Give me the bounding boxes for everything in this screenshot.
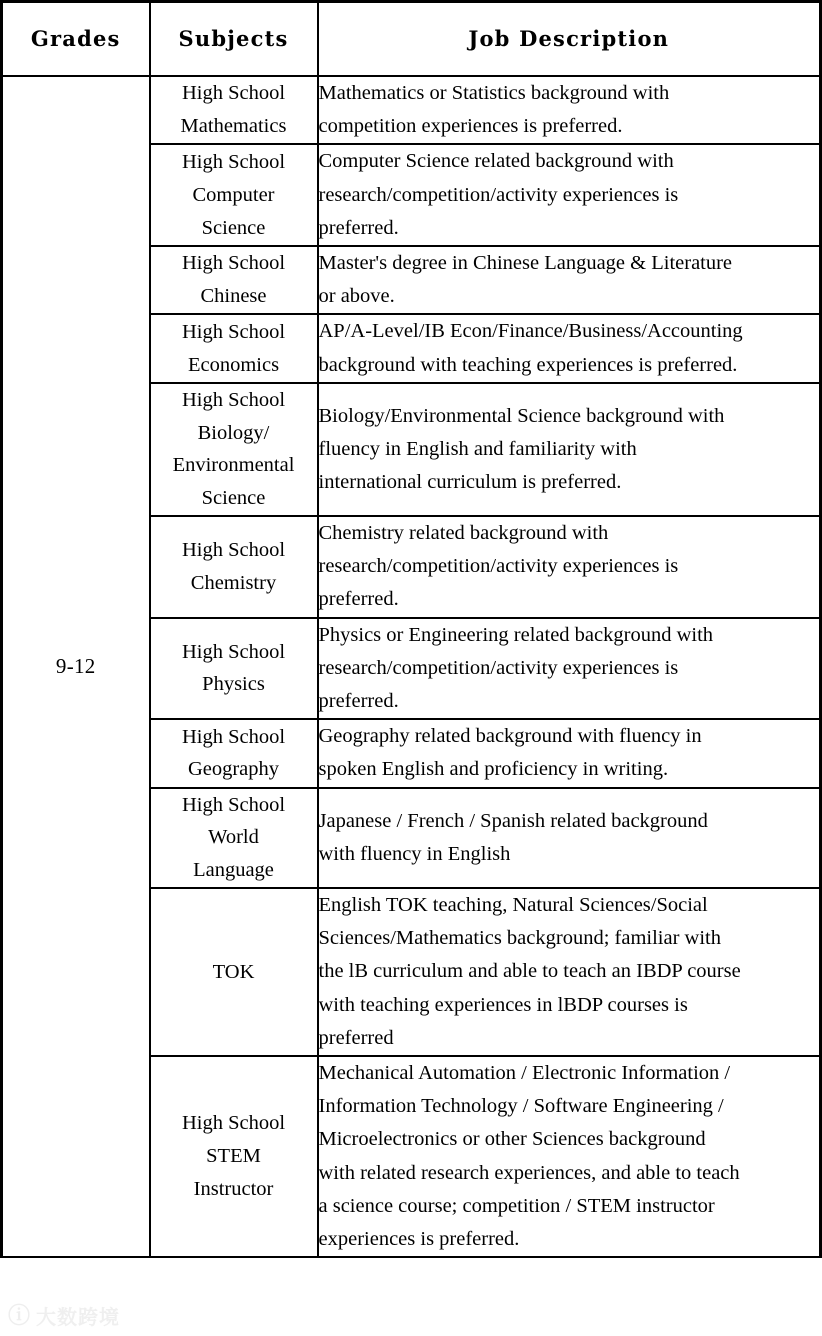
job-description-line: Mechanical Automation / Electronic Information /	[318, 1062, 731, 1085]
job-description-cell	[318, 1056, 821, 1257]
watermark-logo-icon: ⓘ	[8, 1304, 31, 1329]
job-description-line: English TOK teaching, Natural Sciences/Social	[318, 894, 708, 917]
job-description-line: preferred.	[318, 690, 399, 713]
subject-line: Chemistry	[190, 571, 277, 594]
subject-line: Computer	[192, 183, 275, 206]
job-description-line: spoken English and proficiency in writing.	[318, 758, 669, 781]
job-description-line: with teaching experiences in lBDP courses is	[318, 993, 688, 1016]
subject-line: High School	[181, 725, 286, 748]
subject-line: High School	[181, 640, 286, 663]
job-description-line: the lB curriculum and able to teach an IBDP course	[318, 960, 741, 983]
subject-line: High School	[181, 388, 286, 411]
column-header-job-description: Job Description	[318, 2, 821, 77]
subject-cell	[150, 1056, 318, 1257]
subject-cell	[150, 144, 318, 246]
subject-line: Instructor	[193, 1178, 274, 1201]
subject-line: Biology/	[197, 421, 270, 444]
job-description-line: Physics or Engineering related background with	[318, 623, 714, 646]
subject-line: Science	[201, 487, 266, 510]
job-description-line: preferred.	[318, 216, 399, 239]
job-description-cell	[318, 719, 821, 787]
job-description-line: Sciences/Mathematics background; familiar with	[318, 927, 721, 950]
job-description-line: Information Technology / Software Engineering /	[318, 1095, 724, 1118]
column-header-grades: Grades	[2, 2, 150, 77]
job-description-line: international curriculum is preferred.	[318, 471, 622, 494]
job-description-line: Mathematics or Statistics background with	[318, 82, 670, 104]
job-description-line: with fluency in English	[318, 842, 511, 865]
job-description-line: research/competition/activity experiences is	[318, 183, 679, 206]
job-description-line: Geography related background with fluency in	[318, 725, 702, 748]
subject-cell	[150, 246, 318, 314]
table-header-row	[2, 2, 821, 77]
grades-cell: 9-12	[2, 76, 150, 1257]
job-description-line: Biology/Environmental Science background with	[318, 404, 725, 427]
job-description-line: research/competition/activity experiences is	[318, 656, 679, 679]
subject-cell	[150, 788, 318, 888]
job-description-line: competition experiences is preferred.	[318, 115, 623, 138]
job-description-line: preferred	[318, 1026, 394, 1049]
subject-line: Science	[201, 216, 266, 239]
table-body	[2, 76, 821, 1257]
subject-line: Language	[193, 859, 274, 882]
job-description-cell	[318, 516, 821, 618]
watermark	[8, 1306, 120, 1328]
subject-line: STEM	[206, 1145, 261, 1168]
subject-line: High School	[181, 151, 286, 174]
column-header-subjects: Subjects	[150, 2, 318, 77]
job-description-line: or above.	[318, 285, 395, 308]
subject-line: TOK	[212, 960, 255, 983]
job-description-cell	[318, 144, 821, 246]
subject-line: High School	[181, 539, 286, 562]
job-description-line: Japanese / French / Spanish related background	[318, 809, 708, 832]
job-description-line: research/competition/activity experiences is	[318, 555, 679, 578]
table-header	[2, 2, 821, 77]
table-row	[2, 76, 821, 144]
subject-line: High School	[181, 82, 286, 105]
subject-cell	[150, 516, 318, 618]
subject-line: High School	[181, 320, 286, 343]
subject-cell	[150, 888, 318, 1056]
subject-cell	[150, 76, 318, 144]
subject-line: High School	[181, 793, 286, 816]
subject-line: World	[208, 826, 259, 849]
subject-cell	[150, 618, 318, 720]
job-description-cell	[318, 888, 821, 1056]
subject-line: Mathematics	[180, 115, 287, 138]
job-description-line: preferred.	[318, 588, 399, 611]
subject-cell	[150, 383, 318, 516]
job-description-line: with related research experiences, and able to teach	[318, 1161, 740, 1184]
subject-line: Geography	[187, 758, 280, 781]
job-description-line: a science course; competition / STEM instructor	[318, 1194, 715, 1217]
subject-line: High School	[181, 1112, 286, 1135]
job-description-line: experiences is preferred.	[318, 1228, 520, 1251]
job-description-cell	[318, 788, 821, 888]
subject-line: High School	[181, 252, 286, 275]
job-description-line: fluency in English and familiarity with	[318, 437, 637, 460]
subject-line: Physics	[202, 673, 265, 696]
subject-line: Economics	[187, 353, 280, 376]
job-description-cell	[318, 246, 821, 314]
job-description-cell	[318, 76, 821, 144]
job-description-line: Computer Science related background with	[318, 150, 674, 173]
subject-line: Chinese	[200, 285, 267, 308]
job-description-cell	[318, 618, 821, 720]
job-description-line: Microelectronics or other Sciences background	[318, 1128, 706, 1151]
subject-cell	[150, 314, 318, 382]
job-description-line: Master's degree in Chinese Language & Literature	[318, 252, 733, 275]
job-description-line: background with teaching experiences is preferred.	[318, 353, 738, 376]
subject-line: Environmental	[172, 454, 295, 477]
subject-cell	[150, 719, 318, 787]
job-description-cell	[318, 314, 821, 382]
job-description-line: AP/A-Level/IB Econ/Finance/Business/Accounting	[318, 320, 743, 343]
watermark-label: 大数跨境	[36, 1305, 121, 1329]
job-description-cell	[318, 383, 821, 516]
job-description-line: Chemistry related background with	[318, 522, 609, 545]
